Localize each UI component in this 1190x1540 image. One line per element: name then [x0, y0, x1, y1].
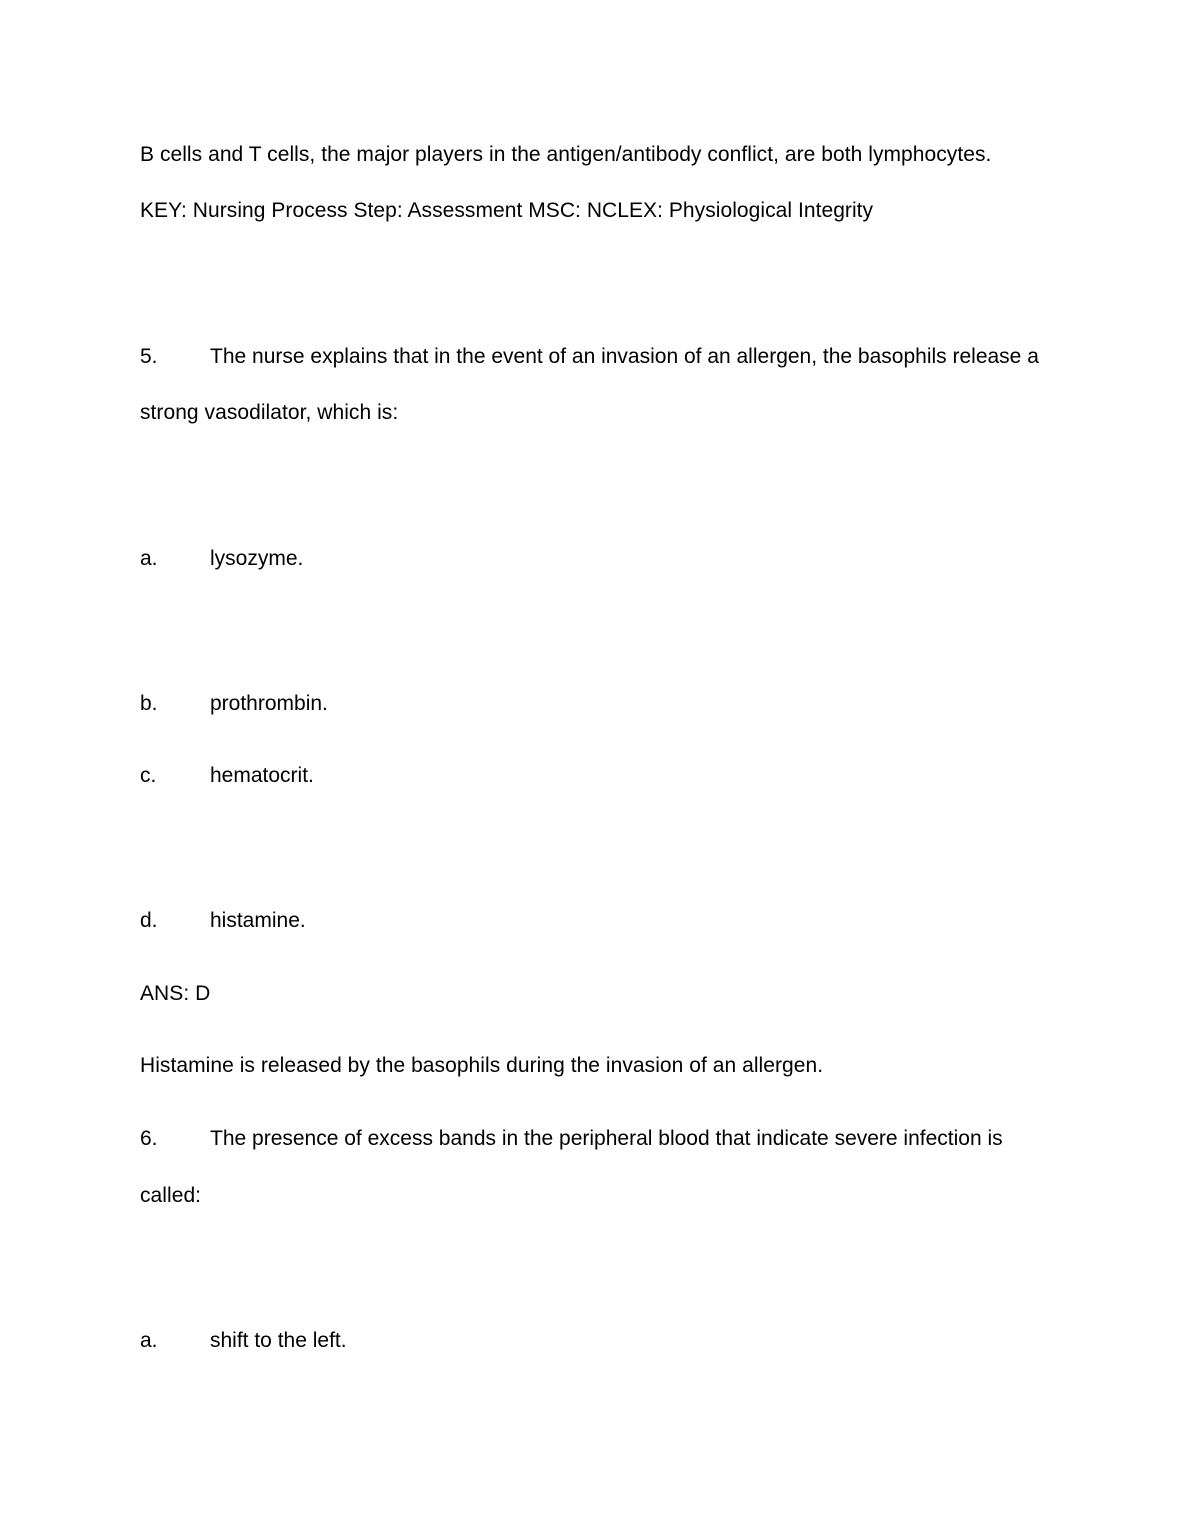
question-number: 6. [140, 1127, 158, 1150]
question-stem-line-1: The nurse explains that in the event of an invasion of an allergen, the basophils release a [210, 345, 1039, 368]
option-text: shift to the left. [210, 1329, 347, 1352]
option-letter: d. [140, 909, 158, 932]
answer-key: ANS: D [140, 982, 211, 1005]
option-text: lysozyme. [210, 547, 304, 570]
option-letter: a. [140, 1329, 158, 1352]
option-letter: a. [140, 547, 158, 570]
question-stem-line-1: The presence of excess bands in the peripheral blood that indicate severe infection is [210, 1127, 1003, 1150]
option-text: prothrombin. [210, 692, 328, 715]
previous-rationale: B cells and T cells, the major players in the antigen/antibody conflict, are both lymphocytes. [140, 143, 992, 166]
option-text: hematocrit. [210, 764, 314, 787]
question-stem-line-2: called: [140, 1184, 202, 1207]
answer-rationale: Histamine is released by the basophils during the invasion of an allergen. [140, 1054, 824, 1077]
option-text: histamine. [210, 909, 306, 932]
question-stem-line-2: strong vasodilator, which is: [140, 401, 399, 424]
previous-key: KEY: Nursing Process Step: Assessment MSC: NCLEX: Physiological Integrity [140, 199, 874, 222]
question-number: 5. [140, 345, 158, 368]
option-letter: c. [140, 764, 157, 787]
option-letter: b. [140, 692, 158, 715]
